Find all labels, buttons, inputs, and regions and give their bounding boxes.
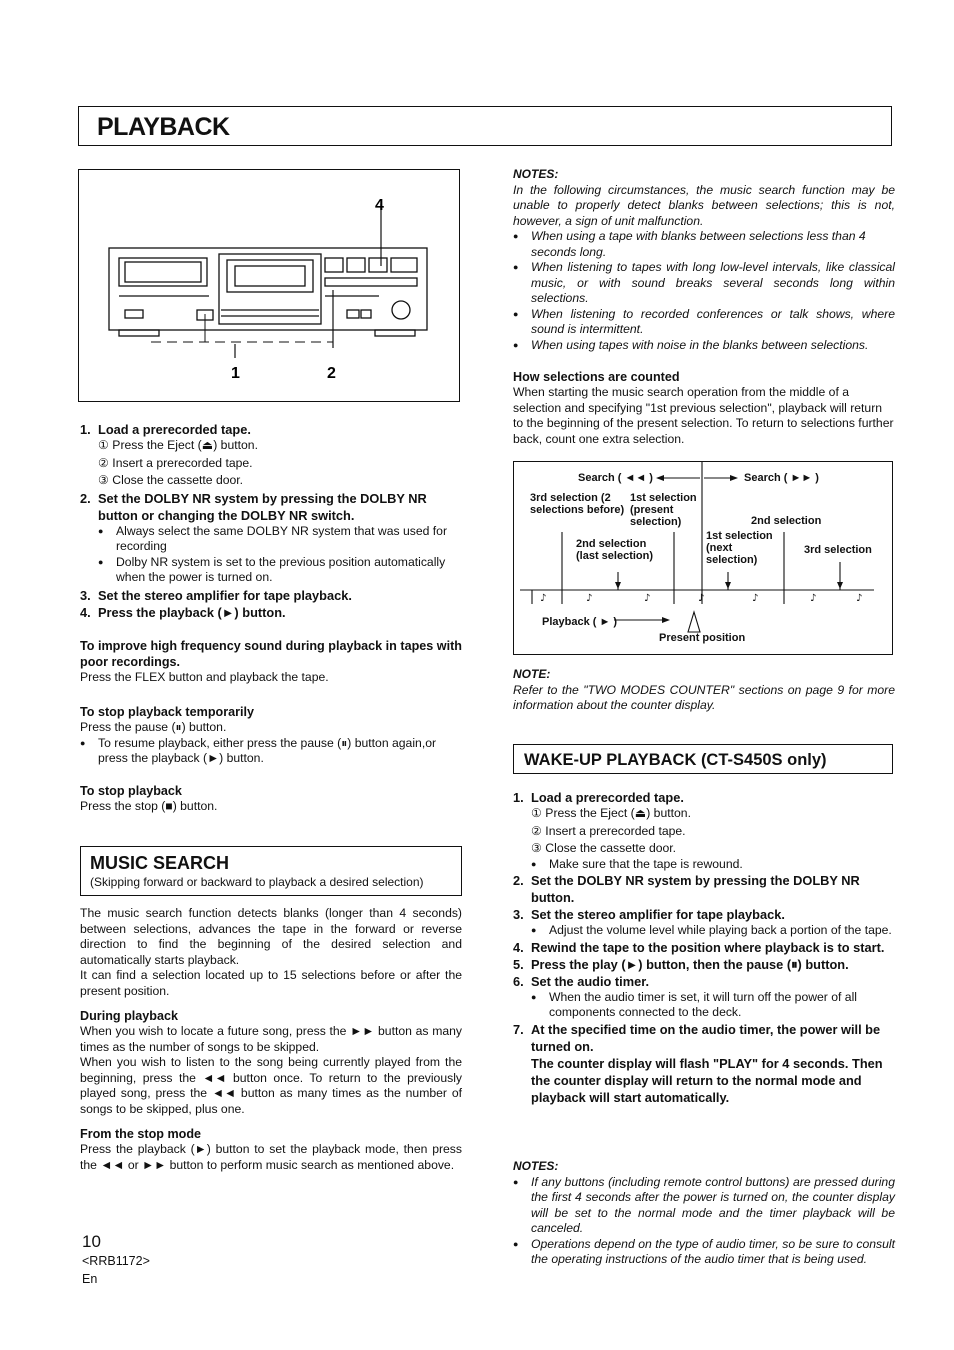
stop-temp-bullet: ● To resume playback, either press the pause (⏸) button again,or press the playback (►) button. xyxy=(80,735,437,765)
svg-text:♪: ♪ xyxy=(644,593,651,604)
ms-para-1: The music search function detects blanks (longer than 4 seconds) between selections, advances the tape in the forward or reverse direction to find the beginning of the desired selection and automatically starts playback. xyxy=(80,906,462,967)
wake-up-steps xyxy=(513,789,895,1106)
during-heading: During playback xyxy=(80,1009,178,1023)
note-text: Refer to the "TWO MODES COUNTER" sections on page 9 for more information about the counter display. xyxy=(513,682,895,712)
notes-bullet-2: ● When listening to tapes with long low-level intervals, like classical music, or with sound breaks several seconds long within selections. xyxy=(513,260,895,305)
wake-step1-sub-2: ② Insert a prerecorded tape. xyxy=(531,823,686,838)
notes2-bullet-2: ● Operations depend on the type of audio timer, so be sure to consult the operating instructions of the audio timer that is being used. xyxy=(513,1236,895,1266)
stop-temp-section xyxy=(80,704,462,767)
playback-label: Playback ( ► ) xyxy=(542,616,618,628)
deck-figure xyxy=(78,169,460,402)
step-1: 1. Load a prerecorded tape. xyxy=(80,422,251,437)
wake-step-2: 2. Set the DOLBY NR system by pressing the DOLBY NR button. xyxy=(513,873,860,905)
notes-heading: NOTES: xyxy=(513,167,559,181)
page-title-box xyxy=(78,106,892,146)
stop-temp-text: Press the pause (⏸) button. xyxy=(80,720,227,734)
notes-intro: In the following circumstances, the music search function may be unable to properly detect blanks between selections; this is not, however, a sign of unit malfunction. xyxy=(513,182,895,228)
step-4: 4. Press the playback (►) button. xyxy=(80,604,286,620)
notes-bullet-4: ● When using tapes with noise in the blanks between selections. xyxy=(513,337,869,352)
cassette-deck-illustration xyxy=(79,170,459,401)
svg-text:♪: ♪ xyxy=(752,593,759,604)
present-position-label: Present position xyxy=(659,632,746,644)
stop-text: Press the stop (■) button. xyxy=(80,799,218,813)
notes-bullet-1: ● When using a tape with blanks between selections less than 4 seconds long. xyxy=(513,229,866,259)
wake-step3-bullet: ● Adjust the volume level while playing back a portion of the tape. xyxy=(531,923,892,937)
music-search-subtitle: (Skipping forward or backward to playback a desired selection) xyxy=(90,875,424,889)
counted-text: When starting the music search operation from the middle of a selection and specifying "1st previous selection", playback will return to the beginning of the present selection. To return to selections further back, count one extra selection. xyxy=(513,385,894,446)
music-search-body xyxy=(80,906,462,1173)
svg-text:♪: ♪ xyxy=(540,593,547,604)
note-section xyxy=(513,667,895,714)
wake-step1-sub-3: ③ Close the cassette door. xyxy=(531,841,677,855)
svg-text:♪: ♪ xyxy=(586,593,593,604)
language-code: En xyxy=(82,1272,98,1286)
callout-1: 1 xyxy=(231,365,240,382)
callout-2: 2 xyxy=(327,365,336,382)
notes2-heading: NOTES: xyxy=(513,1159,559,1173)
svg-text:♪: ♪ xyxy=(810,593,817,604)
first-selection-next: 1st selection (next selection) xyxy=(706,530,773,566)
wake-step-7: 7. At the specified time on the audio timer, the power will be turned on. xyxy=(513,1021,881,1054)
third-selection-label: 3rd selection xyxy=(804,544,872,556)
svg-text:♪: ♪ xyxy=(856,593,863,604)
counted-section xyxy=(513,369,895,447)
step2-bullet-2: ● Dolby NR system is set to the previous position automatically when the power is turned on. xyxy=(98,554,446,584)
search-forward-label: Search ( ►► ) xyxy=(744,472,819,484)
wake-step-1: 1. Load a prerecorded tape. xyxy=(513,790,684,805)
notes-bullet-3: ● When listening to recorded conferences or talk shows, where sound is intermittent. xyxy=(513,306,895,336)
music-search-box xyxy=(80,846,462,896)
ms-para-2: It can find a selection located up to 15 selections before or after the present position. xyxy=(80,968,462,998)
improve-section xyxy=(80,638,462,686)
improve-text: Press the FLEX button and playback the tape. xyxy=(80,670,329,684)
step2-bullet-1: ● Always select the same DOLBY NR system that was used for recording xyxy=(98,523,447,553)
first-selection-present: 1st selection (present selection) xyxy=(630,492,697,528)
doc-code: <RRB1172> xyxy=(82,1254,150,1268)
page-title: PLAYBACK xyxy=(97,113,230,141)
step1-sub-1: ① Press the Eject (⏏) button. xyxy=(98,438,258,452)
step-3: 3. Set the stereo amplifier for tape playback. xyxy=(80,587,352,603)
counted-heading: How selections are counted xyxy=(513,370,680,384)
wake-up-box xyxy=(513,744,893,774)
step1-sub-3: ③ Close the cassette door. xyxy=(98,473,244,487)
page-number: 10 xyxy=(82,1232,101,1251)
third-selection-before: 3rd selection (2 selections before) xyxy=(530,492,625,516)
music-search-title: MUSIC SEARCH xyxy=(90,853,230,873)
wake-step7-bold: The counter display will flash "PLAY" for 4 seconds. Then the counter display will return to the normal mode and playback will start automatically. xyxy=(531,1055,883,1105)
wake-step6-bullet: ● When the audio timer is set, it will turn off the power of all components connected to the deck. xyxy=(531,989,857,1019)
stopmode-text: Press the playback (►) button to set the playback mode, then press the ◄◄ or ►► button to perform music search as mentioned above. xyxy=(80,1142,462,1172)
stopmode-heading: From the stop mode xyxy=(80,1127,202,1141)
wake-step1-bullet: ● Make sure that the tape is rewound. xyxy=(531,856,743,871)
second-selection-last: 2nd selection (last selection) xyxy=(576,538,654,562)
wake-up-title: WAKE-UP PLAYBACK (CT-S450S only) xyxy=(524,751,827,769)
callout-4: 4 xyxy=(375,197,384,214)
notes2-bullet-1: ● If any buttons (including remote control buttons) are pressed during the first 4 seconds after the power is turned on, the counter display will be set to the normal mode and the timer playback will be canceled. xyxy=(513,1174,895,1235)
playback-steps xyxy=(80,421,462,621)
step-2: 2. Set the DOLBY NR system by pressing the DOLBY NR button or changing the DOLBY NR switch. xyxy=(80,490,427,523)
notes2-section xyxy=(513,1159,895,1268)
wake-step-5: 5. Press the play (►) button, then the pause (⏸) button. xyxy=(513,956,849,972)
during-p2: When you wish to listen to the song being currently played from the beginning, press the ◄◄ button once. To return to the previously played song, press the ◄◄ button as many times as the number of songs to be skipped, plus one. xyxy=(80,1055,462,1116)
selection-count-diagram xyxy=(513,461,893,655)
wake-step-3: 3. Set the stereo amplifier for tape playback. xyxy=(513,907,785,922)
svg-text:♪: ♪ xyxy=(698,593,705,604)
note-heading: NOTE: xyxy=(513,667,551,681)
step1-sub-2: ② Insert a prerecorded tape. xyxy=(98,455,253,470)
notes-section xyxy=(513,167,895,353)
second-selection-label: 2nd selection xyxy=(751,515,822,527)
stop-heading: To stop playback xyxy=(80,784,182,798)
wake-step1-sub-1: ① Press the Eject (⏏) button. xyxy=(531,806,691,820)
wake-step-4: 4. Rewind the tape to the position where playback is to start. xyxy=(513,939,885,955)
improve-heading: To improve high frequency sound during playback in tapes with poor recordings. xyxy=(80,639,462,669)
wake-step-6: 6. Set the audio timer. xyxy=(513,973,650,989)
stop-temp-heading: To stop playback temporarily xyxy=(80,705,255,719)
during-p1: When you wish to locate a future song, press the ►► button as many times as the number of songs to be skipped. xyxy=(80,1024,462,1054)
stop-section xyxy=(80,783,462,815)
search-back-label: Search ( ◄◄ ) xyxy=(578,472,653,484)
